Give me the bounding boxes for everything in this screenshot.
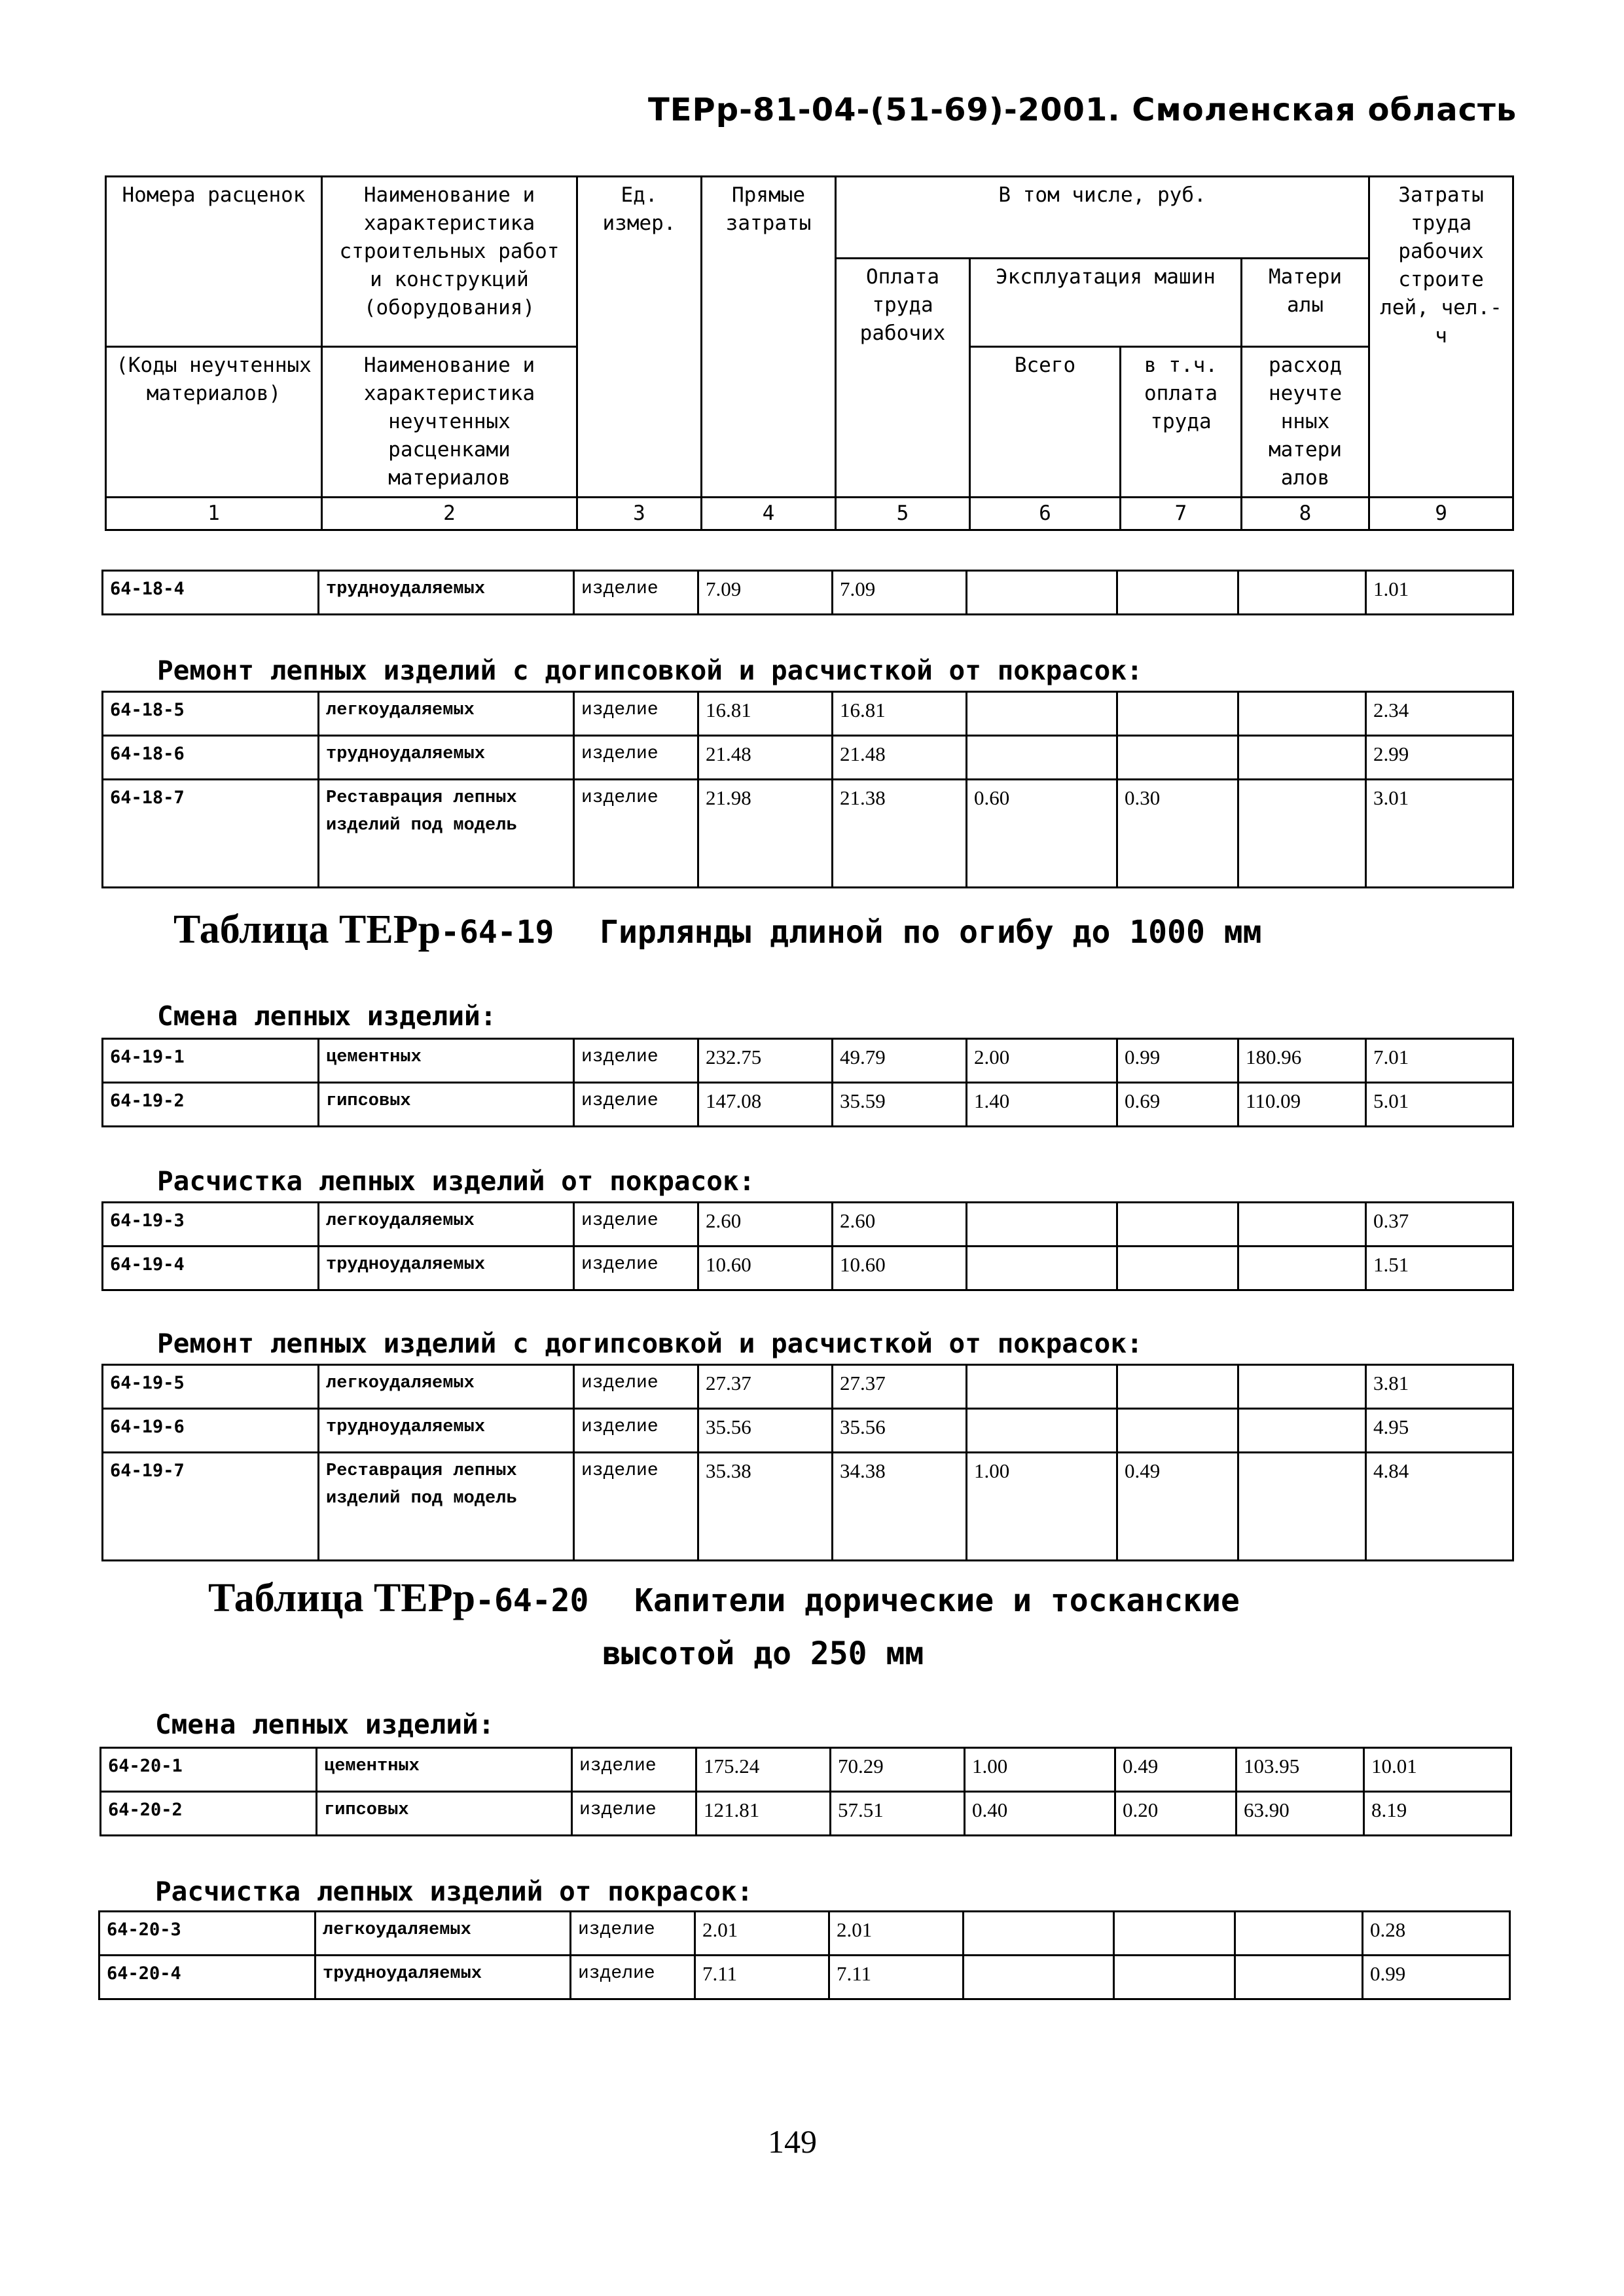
machines-total-cell: 1.00 bbox=[967, 1453, 1117, 1561]
rate-code-cell: 64-19-7 bbox=[103, 1453, 319, 1561]
materials-cell bbox=[1238, 780, 1366, 888]
direct-costs-cell: 10.60 bbox=[698, 1247, 833, 1290]
work-name-cell: Реставрация лепных изделий под модель bbox=[319, 780, 574, 888]
wages-cell: 7.09 bbox=[833, 571, 967, 615]
wages-cell: 35.59 bbox=[833, 1083, 967, 1127]
column-number: 5 bbox=[836, 498, 970, 530]
work-name-cell: легкоудаляемых bbox=[316, 1912, 571, 1956]
table-label: Таблица ТЕРр bbox=[208, 1576, 476, 1620]
header-materials: Матери алы bbox=[1242, 259, 1369, 347]
column-number: 8 bbox=[1242, 498, 1369, 530]
labor-hours-cell: 3.01 bbox=[1366, 780, 1513, 888]
table-row bbox=[103, 692, 1513, 736]
header-unaccounted-codes: (Коды неучтенных материалов) bbox=[106, 347, 322, 498]
unit-cell: изделие bbox=[574, 1039, 698, 1083]
materials-cell bbox=[1238, 1365, 1366, 1409]
wages-cell: 35.56 bbox=[833, 1409, 967, 1453]
table-caption: Гирлянды длиной по огибу до 1000 мм bbox=[600, 914, 1262, 951]
wages-cell: 27.37 bbox=[833, 1365, 967, 1409]
unit-cell: изделие bbox=[571, 1912, 695, 1956]
rate-code-cell: 64-18-5 bbox=[103, 692, 319, 736]
rates-table-64-20-clean bbox=[98, 1910, 1511, 2000]
labor-hours-cell: 0.28 bbox=[1363, 1912, 1510, 1956]
direct-costs-cell: 27.37 bbox=[698, 1365, 833, 1409]
header-unaccounted-materials: Наименование и характеристика неучтенных расценками материалов bbox=[322, 347, 577, 498]
table-caption-line2: высотой до 250 мм bbox=[602, 1635, 924, 1672]
labor-hours-cell: 4.84 bbox=[1366, 1453, 1513, 1561]
column-number: 2 bbox=[322, 498, 577, 530]
unit-cell: изделие bbox=[574, 1409, 698, 1453]
header-including-group: В том числе, руб. bbox=[836, 177, 1369, 259]
machines-wages-cell: 0.69 bbox=[1117, 1083, 1238, 1127]
table-caption: Капители дорические и тосканские bbox=[634, 1582, 1240, 1619]
wages-cell: 34.38 bbox=[833, 1453, 967, 1561]
machines-total-cell: 1.40 bbox=[967, 1083, 1117, 1127]
labor-hours-cell: 0.99 bbox=[1363, 1956, 1510, 1999]
unit-cell: изделие bbox=[574, 780, 698, 888]
rates-table-64-18-b bbox=[101, 691, 1514, 888]
direct-costs-cell: 16.81 bbox=[698, 692, 833, 736]
section-title: Смена лепных изделий: bbox=[155, 1709, 495, 1740]
rate-code-cell: 64-20-1 bbox=[101, 1748, 317, 1792]
labor-hours-cell: 2.34 bbox=[1366, 692, 1513, 736]
work-name-cell: легкоудаляемых bbox=[319, 1365, 574, 1409]
direct-costs-cell: 35.38 bbox=[698, 1453, 833, 1561]
unit-cell: изделие bbox=[574, 692, 698, 736]
table-title-64-19 bbox=[173, 907, 1262, 953]
wages-cell: 49.79 bbox=[833, 1039, 967, 1083]
wages-cell: 10.60 bbox=[833, 1247, 967, 1290]
unit-cell: изделие bbox=[571, 1956, 695, 1999]
rate-code-cell: 64-18-4 bbox=[103, 571, 319, 615]
machines-wages-cell bbox=[1117, 1247, 1238, 1290]
work-name-cell: цементных bbox=[317, 1748, 572, 1792]
machines-wages-cell: 0.30 bbox=[1117, 780, 1238, 888]
machines-total-cell bbox=[967, 1409, 1117, 1453]
column-number: 3 bbox=[577, 498, 702, 530]
materials-cell: 63.90 bbox=[1236, 1792, 1364, 1836]
machines-wages-cell: 0.49 bbox=[1115, 1748, 1236, 1792]
wages-cell: 21.48 bbox=[833, 736, 967, 780]
table-row bbox=[103, 1247, 1513, 1290]
rates-table-64-18-a bbox=[101, 570, 1514, 615]
materials-cell bbox=[1235, 1912, 1363, 1956]
work-name-cell: легкоудаляемых bbox=[319, 692, 574, 736]
wages-cell: 2.01 bbox=[829, 1912, 964, 1956]
column-number: 1 bbox=[106, 498, 322, 530]
machines-wages-cell bbox=[1117, 571, 1238, 615]
machines-total-cell bbox=[964, 1956, 1114, 1999]
direct-costs-cell: 21.98 bbox=[698, 780, 833, 888]
machines-wages-cell bbox=[1117, 1203, 1238, 1247]
unit-cell: изделие bbox=[572, 1792, 696, 1836]
header-machines-total: Всего bbox=[970, 347, 1121, 498]
materials-cell: 180.96 bbox=[1238, 1039, 1366, 1083]
labor-hours-cell: 2.99 bbox=[1366, 736, 1513, 780]
wages-cell: 57.51 bbox=[831, 1792, 965, 1836]
rate-code-cell: 64-18-6 bbox=[103, 736, 319, 780]
unit-cell: изделие bbox=[574, 1203, 698, 1247]
column-number: 4 bbox=[702, 498, 836, 530]
unit-cell: изделие bbox=[574, 1453, 698, 1561]
header-work-name: Наименование и характеристика строительных работ и конструкций (оборудования) bbox=[322, 177, 577, 347]
column-number: 9 bbox=[1369, 498, 1513, 530]
machines-wages-cell bbox=[1114, 1956, 1235, 1999]
rates-table-64-19-replace bbox=[101, 1038, 1514, 1127]
table-row bbox=[101, 1792, 1511, 1836]
materials-cell: 103.95 bbox=[1236, 1748, 1364, 1792]
direct-costs-cell: 175.24 bbox=[696, 1748, 831, 1792]
machines-total-cell bbox=[967, 1203, 1117, 1247]
rate-code-cell: 64-19-5 bbox=[103, 1365, 319, 1409]
materials-cell bbox=[1238, 736, 1366, 780]
header-direct-costs: Прямые затраты bbox=[702, 177, 836, 498]
machines-wages-cell bbox=[1117, 736, 1238, 780]
section-title: Ремонт лепных изделий с догипсовкой и расчисткой от покрасок: bbox=[157, 655, 1143, 686]
rate-code-cell: 64-19-2 bbox=[103, 1083, 319, 1127]
direct-costs-cell: 2.60 bbox=[698, 1203, 833, 1247]
labor-hours-cell: 1.01 bbox=[1366, 571, 1513, 615]
work-name-cell: легкоудаляемых bbox=[319, 1203, 574, 1247]
work-name-cell: гипсовых bbox=[317, 1792, 572, 1836]
section-title: Расчистка лепных изделий от покрасок: bbox=[155, 1876, 753, 1907]
direct-costs-cell: 35.56 bbox=[698, 1409, 833, 1453]
table-row bbox=[103, 780, 1513, 888]
materials-cell bbox=[1235, 1956, 1363, 1999]
labor-hours-cell: 4.95 bbox=[1366, 1409, 1513, 1453]
direct-costs-cell: 21.48 bbox=[698, 736, 833, 780]
table-label: Таблица ТЕРр bbox=[173, 907, 441, 952]
machines-total-cell bbox=[967, 692, 1117, 736]
running-header: ТЕРр-81-04-(51-69)-2001. Смоленская область bbox=[648, 92, 1517, 128]
header-labor-hours: Затраты труда рабочих строите лей, чел.-ч bbox=[1369, 177, 1513, 498]
machines-total-cell bbox=[964, 1912, 1114, 1956]
labor-hours-cell: 1.51 bbox=[1366, 1247, 1513, 1290]
materials-cell bbox=[1238, 1409, 1366, 1453]
machines-wages-cell: 0.49 bbox=[1117, 1453, 1238, 1561]
work-name-cell: трудноудаляемых bbox=[316, 1956, 571, 1999]
table-row bbox=[103, 1453, 1513, 1561]
table-row bbox=[103, 1039, 1513, 1083]
header-rate-numbers: Номера расценок bbox=[106, 177, 322, 347]
wages-cell: 21.38 bbox=[833, 780, 967, 888]
table-row bbox=[103, 571, 1513, 615]
work-name-cell: трудноудаляемых bbox=[319, 1409, 574, 1453]
labor-hours-cell: 8.19 bbox=[1364, 1792, 1511, 1836]
header-machine-exploitation: Эксплуатация машин bbox=[970, 259, 1242, 347]
header-wages: Оплата труда рабочих bbox=[836, 259, 970, 498]
machines-total-cell bbox=[967, 1365, 1117, 1409]
machines-wages-cell bbox=[1117, 1365, 1238, 1409]
machines-wages-cell bbox=[1117, 692, 1238, 736]
rate-code-cell: 64-19-4 bbox=[103, 1247, 319, 1290]
wages-cell: 16.81 bbox=[833, 692, 967, 736]
machines-total-cell: 0.60 bbox=[967, 780, 1117, 888]
section-title: Расчистка лепных изделий от покрасок: bbox=[157, 1165, 755, 1197]
materials-cell bbox=[1238, 1247, 1366, 1290]
table-row bbox=[103, 1409, 1513, 1453]
column-header-table bbox=[105, 175, 1514, 531]
labor-hours-cell: 10.01 bbox=[1364, 1748, 1511, 1792]
section-title: Ремонт лепных изделий с догипсовкой и расчисткой от покрасок: bbox=[157, 1328, 1143, 1359]
materials-cell bbox=[1238, 1203, 1366, 1247]
header-machines-wages: в т.ч. оплата труда bbox=[1121, 347, 1242, 498]
machines-total-cell: 1.00 bbox=[965, 1748, 1115, 1792]
table-row bbox=[99, 1912, 1510, 1956]
column-number: 7 bbox=[1121, 498, 1242, 530]
materials-cell bbox=[1238, 692, 1366, 736]
table-row bbox=[103, 736, 1513, 780]
rate-code-cell: 64-20-4 bbox=[99, 1956, 316, 1999]
rate-code-cell: 64-20-2 bbox=[101, 1792, 317, 1836]
materials-cell bbox=[1238, 1453, 1366, 1561]
direct-costs-cell: 232.75 bbox=[698, 1039, 833, 1083]
machines-wages-cell bbox=[1117, 1409, 1238, 1453]
table-row bbox=[101, 1748, 1511, 1792]
labor-hours-cell: 5.01 bbox=[1366, 1083, 1513, 1127]
materials-cell: 110.09 bbox=[1238, 1083, 1366, 1127]
wages-cell: 7.11 bbox=[829, 1956, 964, 1999]
table-title-64-20 bbox=[208, 1575, 1240, 1622]
wages-cell: 2.60 bbox=[833, 1203, 967, 1247]
rate-code-cell: 64-19-6 bbox=[103, 1409, 319, 1453]
work-name-cell: трудноудаляемых bbox=[319, 571, 574, 615]
rate-code-cell: 64-19-3 bbox=[103, 1203, 319, 1247]
page-number: 149 bbox=[768, 2123, 817, 2160]
work-name-cell: цементных bbox=[319, 1039, 574, 1083]
work-name-cell: Реставрация лепных изделий под модель bbox=[319, 1453, 574, 1561]
rate-code-cell: 64-18-7 bbox=[103, 780, 319, 888]
labor-hours-cell: 0.37 bbox=[1366, 1203, 1513, 1247]
unit-cell: изделие bbox=[574, 1365, 698, 1409]
machines-total-cell: 0.40 bbox=[965, 1792, 1115, 1836]
machines-total-cell bbox=[967, 1247, 1117, 1290]
unit-cell: изделие bbox=[574, 1083, 698, 1127]
direct-costs-cell: 147.08 bbox=[698, 1083, 833, 1127]
machines-total-cell bbox=[967, 736, 1117, 780]
machines-total-cell: 2.00 bbox=[967, 1039, 1117, 1083]
rate-code-cell: 64-20-3 bbox=[99, 1912, 316, 1956]
machines-wages-cell: 0.20 bbox=[1115, 1792, 1236, 1836]
rates-table-64-19-repair bbox=[101, 1364, 1514, 1561]
materials-cell bbox=[1238, 571, 1366, 615]
work-name-cell: трудноудаляемых bbox=[319, 736, 574, 780]
work-name-cell: трудноудаляемых bbox=[319, 1247, 574, 1290]
table-row bbox=[103, 1365, 1513, 1409]
table-row bbox=[103, 1083, 1513, 1127]
header-unaccounted-consumption: расход неучте нных матери алов bbox=[1242, 347, 1369, 498]
direct-costs-cell: 7.11 bbox=[695, 1956, 829, 1999]
column-number: 6 bbox=[970, 498, 1121, 530]
table-row bbox=[103, 1203, 1513, 1247]
labor-hours-cell: 7.01 bbox=[1366, 1039, 1513, 1083]
unit-cell: изделие bbox=[572, 1748, 696, 1792]
direct-costs-cell: 121.81 bbox=[696, 1792, 831, 1836]
wages-cell: 70.29 bbox=[831, 1748, 965, 1792]
section-title: Смена лепных изделий: bbox=[157, 1000, 497, 1032]
table-code: -64-20 bbox=[475, 1582, 589, 1619]
rates-table-64-19-clean bbox=[101, 1201, 1514, 1291]
machines-wages-cell: 0.99 bbox=[1117, 1039, 1238, 1083]
rate-code-cell: 64-19-1 bbox=[103, 1039, 319, 1083]
direct-costs-cell: 7.09 bbox=[698, 571, 833, 615]
work-name-cell: гипсовых bbox=[319, 1083, 574, 1127]
machines-total-cell bbox=[967, 571, 1117, 615]
table-code: -64-19 bbox=[441, 914, 554, 951]
unit-cell: изделие bbox=[574, 571, 698, 615]
table-row bbox=[99, 1956, 1510, 1999]
unit-cell: изделие bbox=[574, 1247, 698, 1290]
header-unit: Ед. измер. bbox=[577, 177, 702, 498]
unit-cell: изделие bbox=[574, 736, 698, 780]
labor-hours-cell: 3.81 bbox=[1366, 1365, 1513, 1409]
machines-wages-cell bbox=[1114, 1912, 1235, 1956]
direct-costs-cell: 2.01 bbox=[695, 1912, 829, 1956]
rates-table-64-20-replace bbox=[99, 1747, 1512, 1836]
